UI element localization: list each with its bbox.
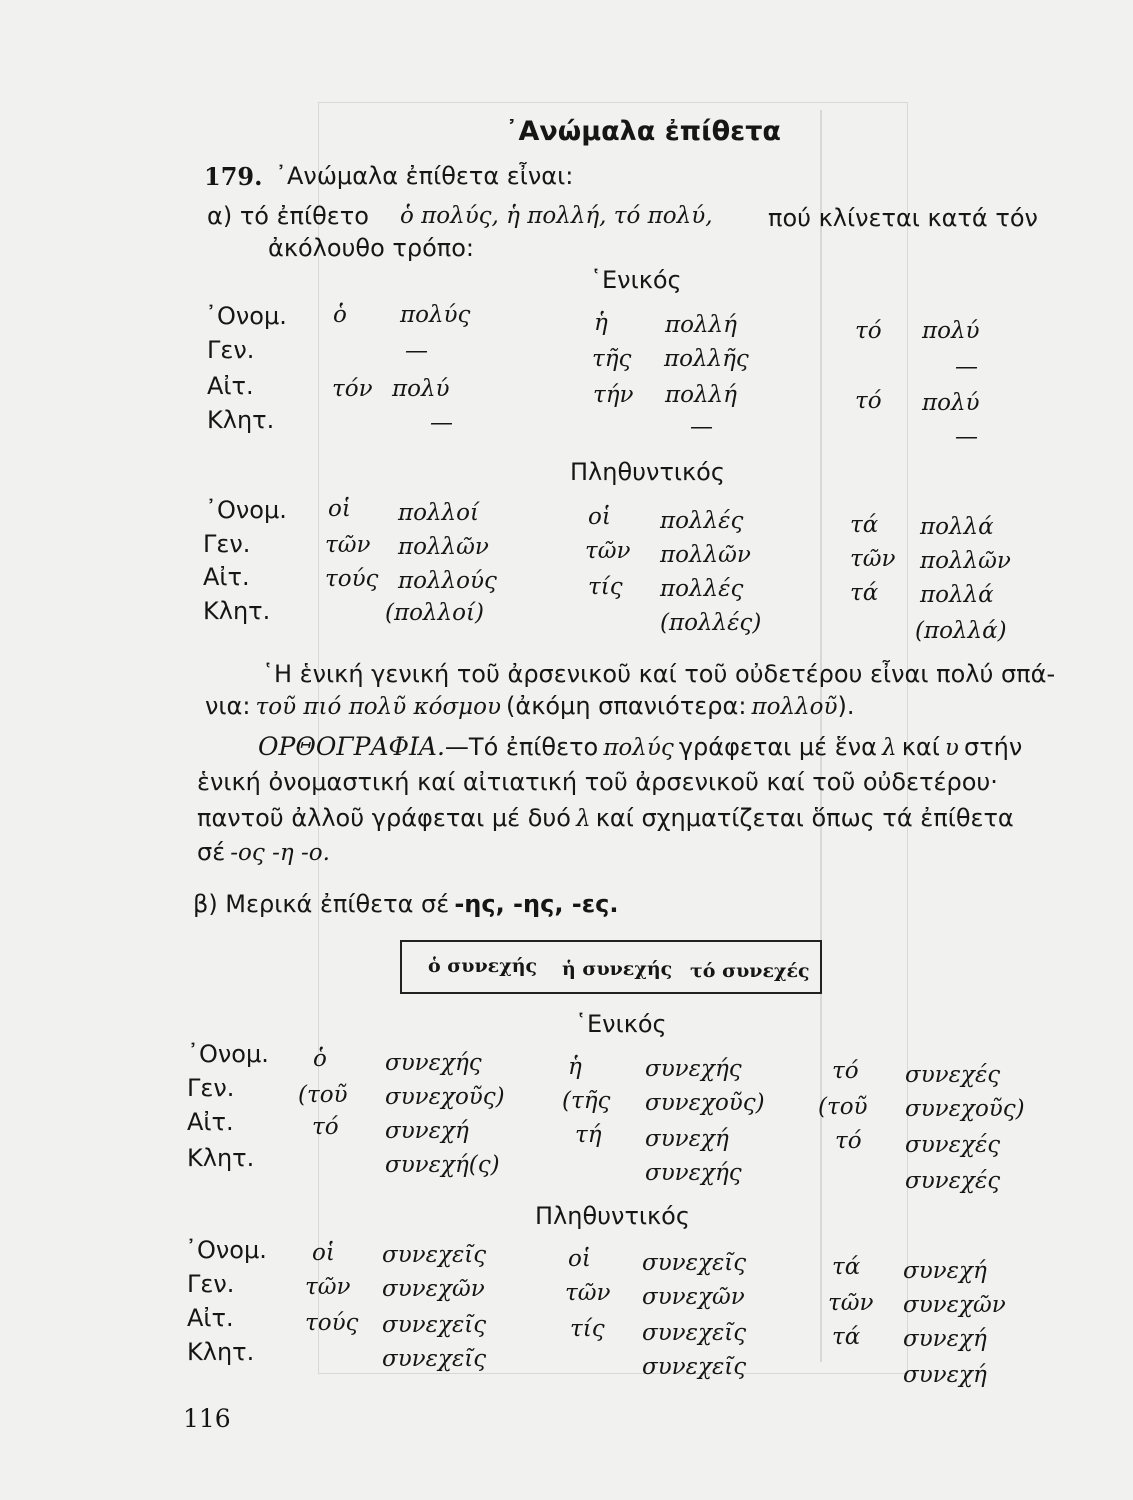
case-label-gen-3: Γεν.: [187, 1074, 235, 1102]
polys-sg-acc-n-art: τό: [855, 388, 882, 414]
syn-sg-nom-n-art: τό: [832, 1058, 859, 1084]
box-neuter: τό συνεχές: [690, 960, 810, 982]
polys-pl-nom-f: πολλές: [660, 508, 744, 534]
polys-sg-nom-n-art: τό: [855, 318, 882, 344]
polys-sg-acc-m-art: τόν: [332, 376, 373, 402]
polys-pl-nom-n: πολλά: [920, 514, 994, 540]
note-line-2: [205, 692, 854, 720]
syn-pl-gen-f-art: τῶν: [565, 1280, 611, 1306]
syn-pl-nom-f-art: οἱ: [568, 1246, 591, 1272]
syn-pl-acc-m-art: τούς: [305, 1310, 359, 1336]
orthography-line-4-a: σέ: [197, 838, 226, 866]
singular-label-1: ῾Ενικός: [590, 266, 682, 294]
syn-pl-voc-m: συνεχεῖς: [382, 1346, 487, 1372]
syn-sg-acc-m-art: τό: [312, 1114, 339, 1140]
polys-pl-acc-n: πολλά: [920, 582, 994, 608]
orthography-line-3: [197, 804, 1014, 832]
polys-pl-acc-m: πολλούς: [398, 568, 497, 594]
orthography-word: πολύς: [603, 735, 674, 761]
case-label-acc-3: Αἰτ.: [187, 1108, 234, 1136]
polys-pl-acc-f-art: τίς: [588, 574, 623, 600]
orthography-lambda: λ: [882, 735, 897, 761]
case-label-acc-2: Αἰτ.: [203, 563, 250, 591]
orthography-text-c: γράφεται μέ ἕνα: [678, 733, 877, 761]
polys-pl-voc-m: (πολλοί): [385, 600, 484, 626]
syn-pl-gen-n-art: τῶν: [828, 1290, 874, 1316]
case-label-gen-4: Γεν.: [187, 1270, 235, 1298]
case-label-voc-3: Κλητ.: [187, 1144, 255, 1172]
case-label-gen-1: Γεν.: [207, 336, 255, 364]
syn-sg-nom-m-art: ὁ: [313, 1046, 327, 1072]
polys-pl-acc-m-art: τούς: [325, 566, 379, 592]
case-label-acc-1: Αἰτ.: [207, 372, 254, 400]
syn-pl-nom-m-art: οἱ: [312, 1240, 335, 1266]
orthography-line-3-c: καί σχηματίζεται ὅπως τά ἐπίθετα: [595, 804, 1014, 832]
polys-sg-acc-f: πολλή: [665, 382, 737, 408]
polys-sg-voc-m: —: [430, 410, 453, 436]
case-label-voc-2: Κλητ.: [203, 597, 271, 625]
syn-pl-gen-m: συνεχῶν: [382, 1276, 485, 1302]
part-a-line2: ἀκόλουθο τρόπο:: [268, 234, 475, 262]
polys-sg-acc-m: πολύ: [392, 376, 450, 402]
polys-pl-acc-n-art: τά: [850, 580, 879, 606]
polys-sg-voc-f: —: [690, 414, 713, 440]
polys-pl-voc-n: (πολλά): [915, 618, 1007, 644]
case-label-gen-2: Γεν.: [203, 530, 251, 558]
polys-sg-nom-n: πολύ: [922, 318, 980, 344]
plural-label-1: Πληθυντικός: [570, 458, 725, 486]
polys-sg-gen-f: πολλῆς: [664, 346, 749, 372]
syn-pl-nom-f: συνεχεῖς: [642, 1250, 747, 1276]
page-heading: ᾿Ανώμαλα ἐπίθετα: [505, 116, 781, 147]
syn-pl-gen-f: συνεχῶν: [642, 1284, 745, 1310]
syn-sg-voc-m: συνεχή(ς): [385, 1152, 500, 1178]
case-label-nom-1: ᾿Ονομ.: [205, 302, 287, 330]
syn-sg-gen-m-art: (τοῦ: [298, 1082, 348, 1108]
orthography-text-a: —Τό ἐπίθετο: [444, 733, 599, 761]
orthography-line-1: [258, 732, 1022, 761]
case-label-voc-4: Κλητ.: [187, 1338, 255, 1366]
singular-label-2: ῾Ενικός: [575, 1010, 667, 1038]
orthography-line-4: [197, 838, 330, 866]
polys-pl-gen-f-art: τῶν: [585, 538, 631, 564]
syn-pl-acc-f: συνεχεῖς: [642, 1320, 747, 1346]
orthography-line-2: ἑνική ὀνομαστική καί αἰτιατική τοῦ ἀρσενικοῦ καί τοῦ οὐδετέρου·: [197, 768, 998, 796]
case-label-acc-4: Αἰτ.: [187, 1304, 234, 1332]
syn-pl-acc-n-art: τά: [832, 1324, 861, 1350]
case-label-nom-3: ᾿Ονομ.: [187, 1040, 269, 1068]
polys-pl-voc-f: (πολλές): [660, 610, 762, 636]
orthography-lambda-2: λ: [576, 806, 591, 832]
syn-sg-nom-m: συνεχής: [385, 1050, 482, 1076]
syn-sg-gen-f: συνεχοῦς): [645, 1090, 765, 1116]
syn-sg-nom-f: συνεχής: [645, 1056, 742, 1082]
polys-sg-nom-f-art: ἡ: [594, 310, 608, 336]
syn-sg-gen-n-art: (τοῦ: [818, 1094, 868, 1120]
part-b-line: [193, 890, 618, 918]
syn-sg-gen-m: συνεχοῦς): [385, 1084, 505, 1110]
syn-pl-acc-m: συνεχεῖς: [382, 1312, 487, 1338]
box-masculine: ὁ συνεχής: [428, 955, 538, 977]
part-a-forms: ὁ πολύς, ἡ πολλή, τό πολύ,: [400, 203, 713, 229]
polys-pl-nom-n-art: τά: [850, 512, 879, 538]
section-number: 179.: [204, 162, 263, 191]
syn-sg-voc-n: συνεχές: [905, 1168, 1001, 1194]
syn-sg-nom-f-art: ἡ: [568, 1054, 582, 1080]
note-line-1: ῾Η ἑνική γενική τοῦ ἀρσενικοῦ καί τοῦ οὐδετέρου εἶναι πολύ σπά-: [262, 660, 1056, 688]
orthography-label: ΟΡΘΟΓΡΑΦΙΑ.: [258, 732, 445, 761]
part-a-prefix: α) τό ἐπίθετο: [207, 202, 369, 230]
polys-sg-acc-n: πολύ: [922, 390, 980, 416]
polys-pl-gen-f: πολλῶν: [660, 542, 751, 568]
polys-pl-gen-n: πολλῶν: [920, 548, 1011, 574]
case-label-nom-4: ᾿Ονομ.: [185, 1236, 267, 1264]
polys-pl-gen-m: πολλῶν: [398, 534, 489, 560]
syn-sg-acc-n-art: τό: [835, 1128, 862, 1154]
syn-sg-gen-n: συνεχοῦς): [905, 1096, 1025, 1122]
polys-pl-nom-m: πολλοί: [398, 500, 479, 526]
syn-sg-nom-n: συνεχές: [905, 1062, 1001, 1088]
syn-pl-acc-f-art: τίς: [570, 1316, 605, 1342]
syn-sg-acc-m: συνεχή: [385, 1118, 469, 1144]
polys-pl-nom-m-art: οἱ: [328, 496, 351, 522]
note-example: τοῦ πιό πολῦ κόσμου: [255, 694, 501, 720]
orthography-endings: -ος -η -ο.: [230, 840, 330, 866]
polys-sg-acc-f-art: τήν: [593, 382, 634, 408]
case-label-nom-2: ᾿Ονομ.: [205, 496, 287, 524]
polys-sg-gen-f-art: τῆς: [592, 346, 632, 372]
note-line-2-mid: (ἀκόμη σπανιότερα:: [506, 692, 747, 720]
note-line-2-start: νια:: [205, 692, 251, 720]
polys-sg-gen-m: —: [405, 338, 428, 364]
polys-pl-gen-m-art: τῶν: [325, 532, 371, 558]
part-b-endings: -ης, -ης, -ες.: [454, 890, 619, 918]
syn-pl-gen-m-art: τῶν: [305, 1274, 351, 1300]
case-label-voc-1: Κλητ.: [207, 406, 275, 434]
syn-sg-gen-f-art: (τῆς: [562, 1088, 611, 1114]
polys-pl-gen-n-art: τῶν: [850, 546, 896, 572]
polys-sg-nom-m: πολύς: [400, 302, 471, 328]
syn-sg-acc-f: συνεχή: [645, 1126, 729, 1152]
syn-pl-nom-n-art: τά: [832, 1254, 861, 1280]
orthography-text-e: καί: [901, 733, 940, 761]
polys-pl-acc-f: πολλές: [660, 576, 744, 602]
plural-label-2: Πληθυντικός: [535, 1202, 690, 1230]
box-feminine: ἡ συνεχής: [562, 958, 673, 980]
syn-sg-acc-n: συνεχές: [905, 1132, 1001, 1158]
polys-pl-nom-f-art: οἱ: [588, 504, 611, 530]
syn-pl-nom-m: συνεχεῖς: [382, 1242, 487, 1268]
syn-sg-acc-f-art: τή: [575, 1122, 602, 1148]
part-b-prefix: β) Μερικά ἐπίθετα σέ: [193, 890, 450, 918]
note-example-2: πολλοῦ: [751, 694, 838, 720]
part-a-suffix: πού κλίνεται κατά τόν: [768, 204, 1038, 232]
polys-sg-voc-n: —: [955, 424, 978, 450]
syn-pl-gen-n: συνεχῶν: [903, 1292, 1006, 1318]
syn-pl-voc-f: συνεχεῖς: [642, 1354, 747, 1380]
note-line-2-end: ).: [837, 692, 855, 720]
orthography-line-3-a: παντοῦ ἀλλοῦ γράφεται μέ δυό: [197, 804, 571, 832]
orthography-text-g: στήν: [964, 733, 1023, 761]
syn-pl-nom-n: συνεχή: [903, 1258, 987, 1284]
polys-sg-nom-f: πολλή: [665, 312, 737, 338]
section-intro: ᾿Ανώμαλα ἐπίθετα εἶναι:: [275, 162, 574, 190]
page-number: 116: [183, 1404, 231, 1433]
syn-pl-voc-n: συνεχή: [903, 1362, 987, 1388]
polys-sg-nom-m-art: ὁ: [333, 302, 347, 328]
syn-sg-voc-f: συνεχής: [645, 1160, 742, 1186]
syn-pl-acc-n: συνεχή: [903, 1326, 987, 1352]
polys-sg-gen-n: —: [955, 354, 978, 380]
orthography-upsilon: υ: [944, 735, 959, 761]
